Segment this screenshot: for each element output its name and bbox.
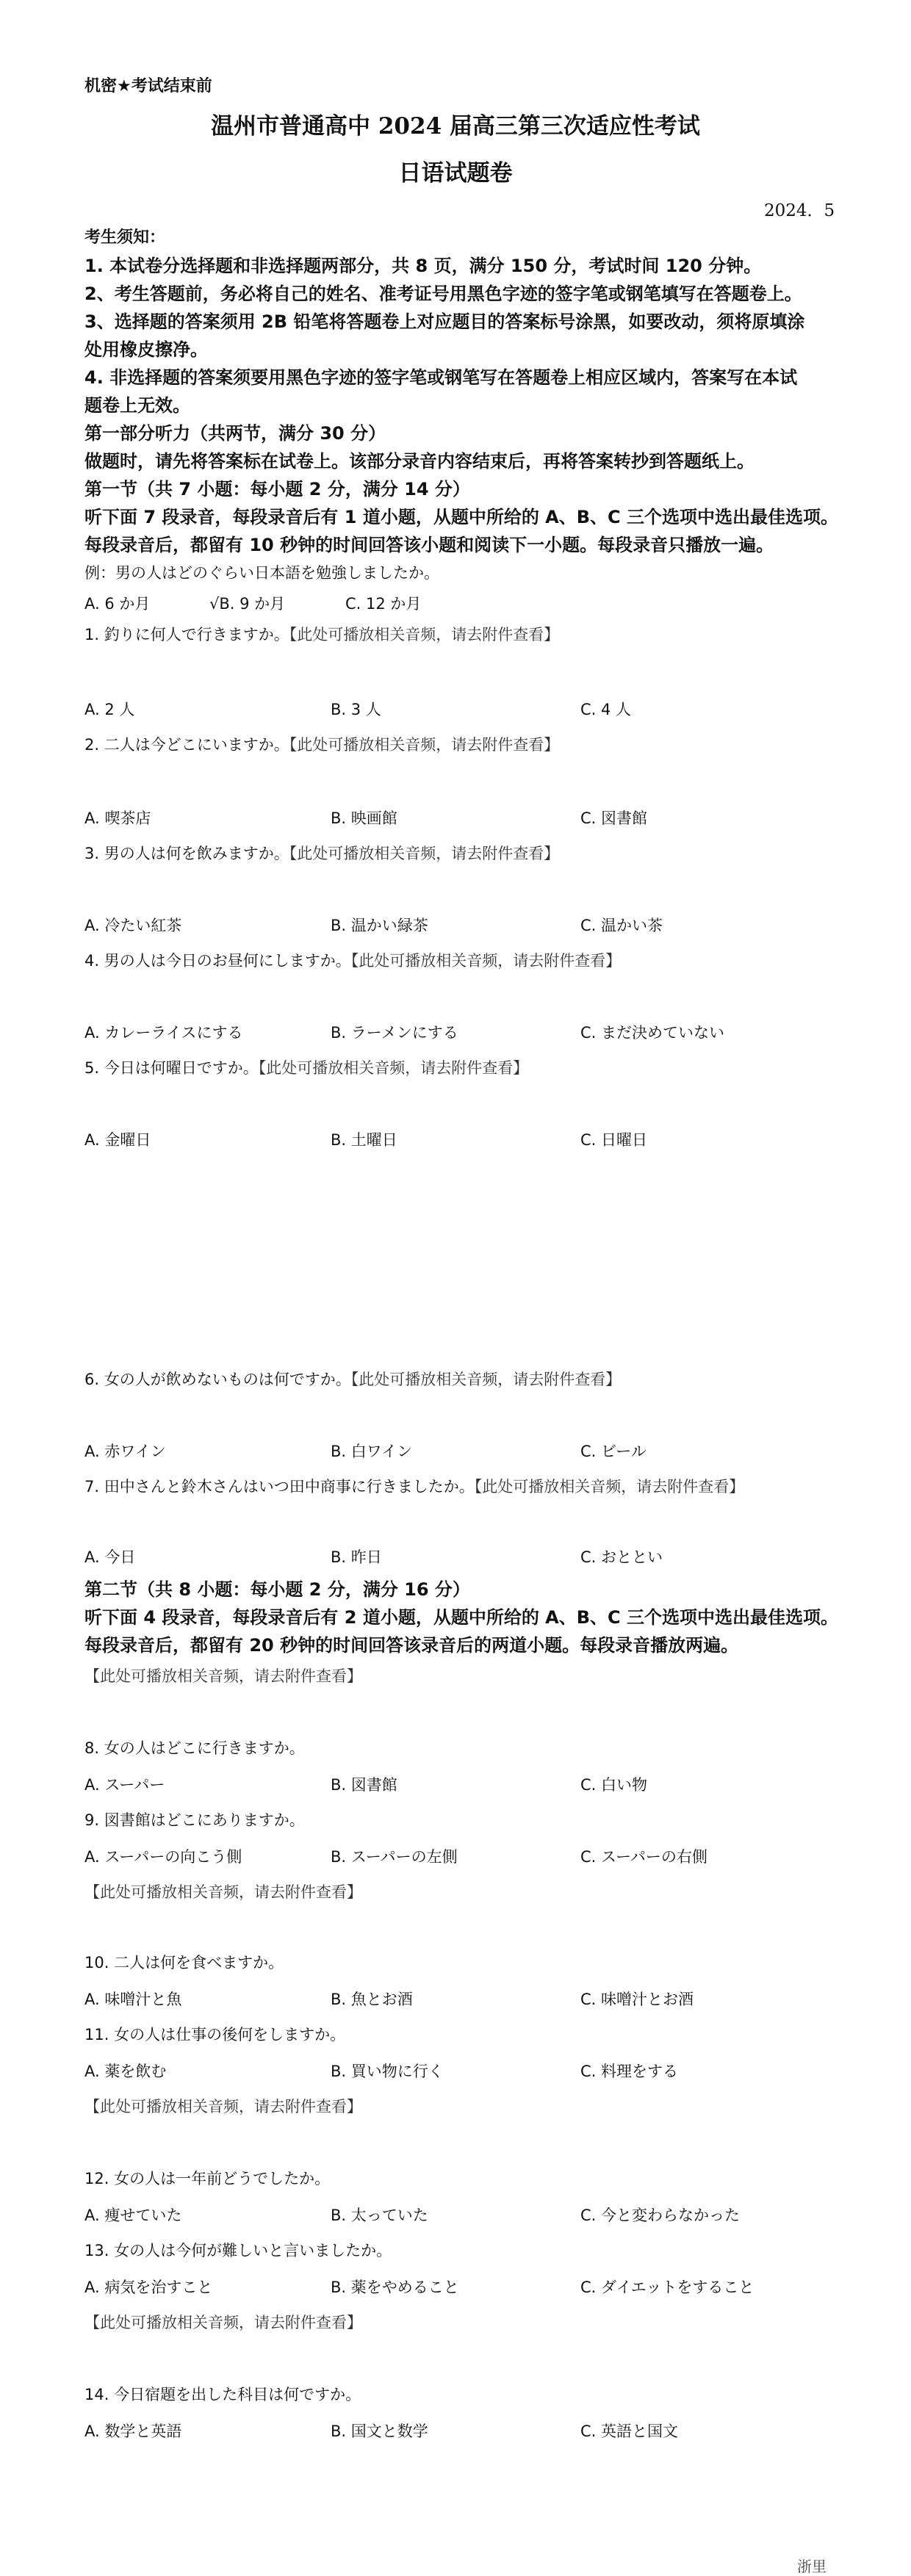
option-b: B. ラーメンにする: [331, 1024, 458, 1042]
option-c: C. 温かい茶: [580, 917, 663, 934]
question-7: 7. 田中さんと鈴木さんはいつ田中商事に行きましたか。【此处可播放相关音频，请去附件查看】: [84, 1478, 745, 1496]
audio-note: 【此处可播放相关音频，请去附件查看】: [84, 2314, 362, 2331]
option-a: A. 味噌汁と魚: [84, 1991, 182, 2008]
audio-note: 【此处可播放相关音频，请去附件查看】: [289, 845, 560, 862]
option-b: B. 土曜日: [331, 1131, 397, 1149]
question-1: 1. 釣りに何人で行きますか。【此处可播放相关音频，请去附件查看】: [84, 626, 560, 643]
option-b: B. 太っていた: [331, 2207, 428, 2224]
audio-note: 【此处可播放相关音频，请去附件查看】: [289, 626, 560, 643]
option-a: A. 喫茶店: [84, 809, 151, 827]
section1-line: 每段录音后，都留有 10 秒钟的时间回答该小题和阅读下一小题。每段录音只播放一遍。: [84, 535, 774, 555]
section1-line: 听下面 7 段录音，每段录音后有 1 道小题，从题中所给的 A、B、C 三个选项中选出最佳选项。: [84, 507, 839, 527]
section2-line: 每段录音后，都留有 20 秒钟的时间回答该录音后的两道小题。每段录音播放两遍。: [84, 1635, 739, 1656]
audio-note: 【此处可播放相关音频，请去附件查看】: [258, 1059, 529, 1077]
classification-label: 机密★考试结束前: [84, 77, 212, 95]
option-b: B. 昨日: [331, 1548, 382, 1566]
example-option-a: A. 6 か月: [84, 595, 151, 613]
option-b: B. 図書館: [331, 1776, 397, 1794]
question-3: 3. 男の人は何を飲みますか。【此处可播放相关音频，请去附件查看】: [84, 845, 560, 862]
option-b: B. スーパーの左側: [331, 1848, 458, 1866]
option-b: B. 温かい緑茶: [331, 917, 428, 934]
option-c: C. 白い物: [580, 1776, 648, 1794]
option-c: C. 今と変わらなかった: [580, 2207, 741, 2224]
exam-subtitle: 日语试题卷: [398, 160, 513, 187]
question-10: 10. 二人は何を食べますか。: [84, 1954, 284, 1971]
audio-note: 【此处可播放相关音频，请去附件查看】: [350, 1371, 622, 1388]
question-11: 11. 女の人は仕事の後何をしますか。: [84, 2026, 346, 2043]
section2-line: 听下面 4 段录音，每段录音后有 2 道小题，从题中所给的 A、B、C 三个选项中选出最佳选项。: [84, 1607, 839, 1628]
question-4: 4. 男の人は今日のお昼何にしますか。【此处可播放相关音频，请去附件查看】: [84, 952, 622, 970]
option-a: A. スーパーの向こう側: [84, 1848, 242, 1866]
section1-heading: 第一节（共 7 小题：每小题 2 分，满分 14 分）: [84, 479, 470, 499]
option-b: B. 買い物に行く: [331, 2063, 444, 2080]
option-c: C. 日曜日: [580, 1131, 648, 1149]
audio-note: 【此处可播放相关音频，请去附件查看】: [474, 1478, 745, 1496]
option-c: C. 英語と国文: [580, 2422, 679, 2440]
question-14: 14. 今日宿題を出した科目は何ですか。: [84, 2386, 361, 2403]
section2-heading: 第二节（共 8 小题：每小题 2 分，满分 16 分）: [84, 1579, 470, 1600]
example-option-b: √B. 9 か月: [209, 595, 286, 613]
question-6: 6. 女の人が飲めないものは何ですか。【此处可播放相关音频，请去附件查看】: [84, 1371, 622, 1388]
footer-mark: 浙里: [797, 2558, 827, 2575]
option-c: C. 味噌汁とお酒: [580, 1991, 694, 2008]
option-c: C. 図書館: [580, 809, 648, 827]
option-b: B. 国文と数学: [331, 2422, 428, 2440]
question-12: 12. 女の人は一年前どうでしたか。: [84, 2170, 331, 2187]
exam-title: 温州市普通高中 2024 届高三第三次适应性考试: [211, 113, 700, 140]
instructions-heading: 考生须知：: [84, 228, 166, 247]
part1-intro: 做题时，请先将答案标在试卷上。该部分录音内容结束后，再将答案转抄到答题纸上。: [84, 451, 755, 472]
option-a: A. カレーライスにする: [84, 1024, 243, 1042]
instruction-line: 1. 本试卷分选择题和非选择题两部分，共 8 页，满分 150 分，考试时间 120 分钟。: [84, 256, 762, 276]
option-c: C. スーパーの右側: [580, 1848, 707, 1866]
option-a: A. 今日: [84, 1548, 136, 1566]
instruction-line: 3、选择题的答案须用 2B 铅笔将答题卷上对应题目的答案标号涂黑，如要改动，须将原填涂: [84, 311, 805, 332]
option-c: C. おととい: [580, 1548, 663, 1566]
question-8: 8. 女の人はどこに行きますか。: [84, 1739, 305, 1757]
instruction-line: 处用橡皮擦净。: [84, 339, 208, 360]
audio-note: 【此处可播放相关音频，请去附件查看】: [84, 2098, 362, 2115]
option-a: A. 病気を治すこと: [84, 2279, 213, 2296]
option-c: C. ダイエットをすること: [580, 2279, 755, 2296]
option-c: C. 4 人: [580, 701, 632, 718]
option-a: A. 痩せていた: [84, 2207, 182, 2224]
option-b: B. 映画館: [331, 809, 397, 827]
question-5: 5. 今日は何曜日ですか。【此处可播放相关音频，请去附件查看】: [84, 1059, 529, 1077]
option-a: A. スーパー: [84, 1776, 165, 1794]
option-c: C. まだ決めていない: [580, 1024, 725, 1042]
option-b: B. 3 人: [331, 701, 381, 718]
option-a: A. 2 人: [84, 701, 135, 718]
option-a: A. 赤ワイン: [84, 1443, 166, 1460]
example-option-c: C. 12 か月: [345, 595, 422, 613]
audio-note: 【此处可播放相关音频，请去附件查看】: [84, 1667, 362, 1685]
option-a: A. 金曜日: [84, 1131, 151, 1149]
example-question: 例：男の人はどのぐらい日本語を勉強しましたか。: [84, 564, 439, 582]
audio-note: 【此处可播放相关音频，请去附件查看】: [350, 952, 622, 970]
question-9: 9. 図書館はどこにありますか。: [84, 1811, 305, 1829]
option-a: A. 薬を飲む: [84, 2063, 167, 2080]
instruction-line: 4. 非选择题的答案须要用黑色字迹的签字笔或钢笔写在答题卷上相应区域内，答案写在本试: [84, 367, 798, 388]
part1-heading: 第一部分听力（共两节，满分 30 分）: [84, 423, 386, 444]
question-2: 2. 二人は今どこにいますか。【此处可播放相关音频，请去附件查看】: [84, 736, 560, 754]
question-13: 13. 女の人は今何が難しいと言いましたか。: [84, 2242, 392, 2259]
audio-note: 【此处可播放相关音频，请去附件查看】: [84, 1883, 362, 1901]
exam-date: 2024．5: [764, 201, 835, 220]
option-c: C. 料理をする: [580, 2063, 679, 2080]
option-b: B. 薬をやめること: [331, 2279, 459, 2296]
option-b: B. 白ワイン: [331, 1443, 413, 1460]
option-c: C. ビール: [580, 1443, 647, 1460]
option-b: B. 魚とお酒: [331, 1991, 413, 2008]
instruction-line: 2、考生答题前，务必将自己的姓名、准考证号用黑色字迹的签字笔或钢笔填写在答题卷上。: [84, 284, 802, 304]
instruction-line: 题卷上无效。: [84, 395, 190, 416]
option-a: A. 冷たい紅茶: [84, 917, 182, 934]
audio-note: 【此处可播放相关音频，请去附件查看】: [289, 736, 560, 754]
option-a: A. 数学と英語: [84, 2422, 182, 2440]
